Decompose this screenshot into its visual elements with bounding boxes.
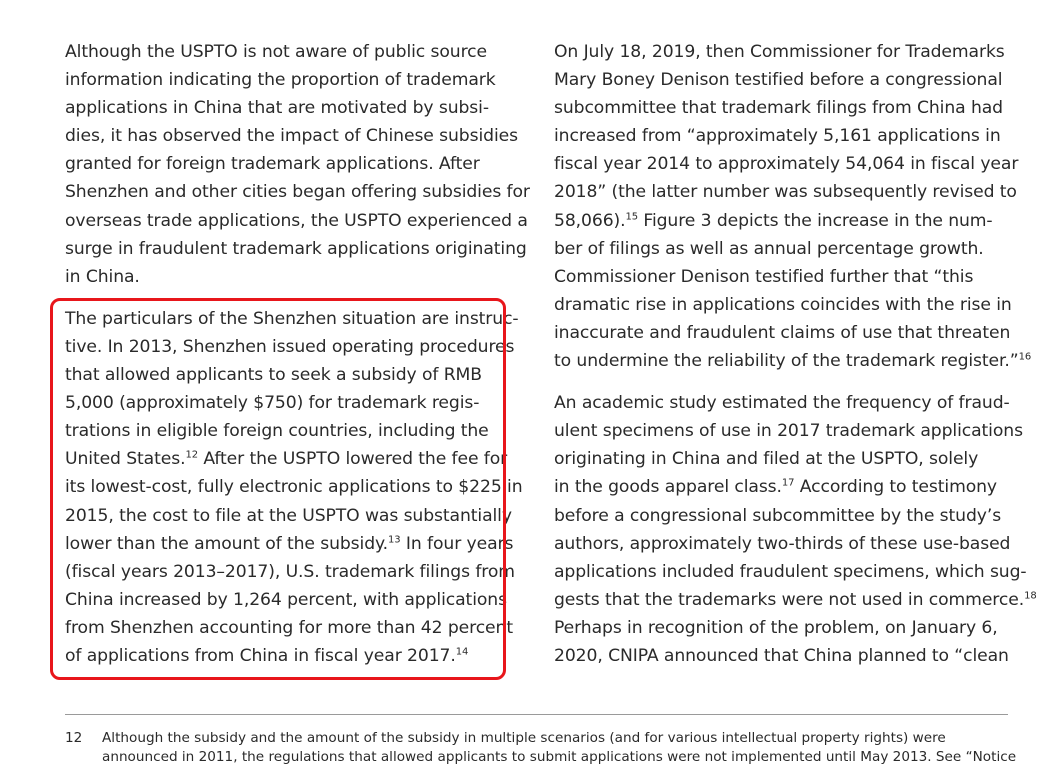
text-line: that allowed applicants to seek a subsidy of RMB	[65, 365, 482, 386]
text-line: originating in China and filed at the USPTO, solely	[554, 449, 979, 470]
footnote-number: 12	[65, 730, 83, 746]
text-line: 2020, CNIPA announced that China planned to “clean	[554, 645, 1009, 666]
text-line: overseas trade applications, the USPTO experienced a	[65, 210, 528, 231]
text-line: 5,000 (approximately $750) for trademark regis-	[65, 393, 480, 414]
text-line: Shenzhen and other cities began offering subsidies for	[65, 182, 530, 203]
text-line: 2018” (the latter number was subsequently revised to	[554, 182, 1017, 203]
text-line: authors, approximately two-thirds of these use-based	[554, 533, 1011, 554]
text-line: its lowest-cost, fully electronic applications to $225 in	[65, 477, 523, 498]
text-line: ber of filings as well as annual percentage growth.	[554, 238, 984, 259]
text-line: dramatic rise in applications coincides with the rise in	[554, 294, 1012, 315]
footnote-line: Although the subsidy and the amount of the subsidy in multiple scenarios (and for various intellectual property rights) were	[102, 730, 946, 746]
text-line: On July 18, 2019, then Commissioner for Trademarks	[554, 42, 1005, 62]
text-line: in China.	[65, 266, 140, 287]
text-line: The particulars of the Shenzhen situation are instruc-	[65, 308, 519, 329]
right-column	[554, 38, 1037, 670]
footnote-reference[interactable]: 17	[781, 477, 795, 489]
text-line: applications in China that are motivated by subsi-	[65, 98, 489, 119]
text-line: Commissioner Denison testified further that “this	[554, 266, 974, 287]
text-line: United States.$^{12}$ After the USPTO lowered the fee for	[65, 449, 508, 470]
footnote-divider	[65, 714, 1008, 715]
text-line: to undermine the reliability of the trademark register.”$^{16}$	[554, 351, 1032, 372]
highlight-box	[50, 298, 506, 680]
footnote-reference[interactable]: 15	[625, 210, 639, 222]
footnote-text	[102, 729, 1017, 767]
paragraph-denison-testimony	[554, 38, 1032, 375]
text-line: Mary Boney Denison testified before a congressional	[554, 70, 1003, 91]
text-line: ulent specimens of use in 2017 trademark applications	[554, 421, 1023, 442]
text-line: inaccurate and fraudulent claims of use that threaten	[554, 322, 1011, 343]
text-line: An academic study estimated the frequency of fraud-	[554, 393, 1010, 414]
text-line: (fiscal years 2013–2017), U.S. trademark filings from	[65, 561, 515, 582]
text-line: Perhaps in recognition of the problem, on January 6,	[554, 617, 998, 638]
text-line: Although the USPTO is not aware of public source	[65, 42, 487, 62]
paragraph-uspto-subsidy-impact	[65, 38, 530, 291]
text-line: dies, it has observed the impact of Chinese subsidies	[65, 126, 518, 147]
footnote-reference[interactable]: 12	[185, 449, 198, 461]
paragraph-academic-study	[554, 389, 1037, 670]
text-line: increased from “approximately 5,161 applications in	[554, 126, 1001, 147]
text-line: from Shenzhen accounting for more than 42 percent	[65, 617, 513, 638]
text-line: of applications from China in fiscal year 2017.14	[65, 645, 469, 666]
text-line: China increased by 1,264 percent, with applications	[65, 589, 507, 610]
text-line: tive. In 2013, Shenzhen issued operating procedures	[65, 336, 515, 357]
footnote-reference[interactable]: 13	[388, 533, 401, 545]
text-line: fiscal year 2014 to approximately 54,064 in fiscal year	[554, 154, 1019, 175]
text-line: granted for foreign trademark applications. After	[65, 154, 480, 175]
text-line: 2015, the cost to file at the USPTO was substantially	[65, 505, 512, 526]
footnote-reference[interactable]: 18	[1024, 590, 1037, 602]
text-line: surge in fraudulent trademark applications originating	[65, 238, 527, 259]
footnote-reference[interactable]: 14	[455, 646, 469, 658]
footnote-line: announced in 2011, the regulations that allowed applicants to submit applications were not implemented until May 2013. See “Notice	[102, 749, 1017, 765]
text-line: 58,066).$^{15}$ Figure 3 depicts the increase in the num-	[554, 210, 993, 231]
footnote-reference[interactable]: 16	[1018, 351, 1032, 363]
text-line: applications included fraudulent specimens, which sug-	[554, 561, 1027, 582]
text-line: trations in eligible foreign countries, including the	[65, 421, 489, 442]
text-line: gests that the trademarks were not used in commerce.$^{18}$	[554, 589, 1037, 610]
text-line: subcommittee that trademark filings from China had	[554, 98, 1003, 119]
text-line: lower than the amount of the subsidy.$^{13}$ In four years	[65, 533, 514, 554]
text-line: in the goods apparel class.$^{17}$ According to testimony	[554, 477, 997, 498]
text-line: before a congressional subcommittee by the study’s	[554, 505, 1002, 526]
text-line: information indicating the proportion of trademark	[65, 70, 496, 91]
